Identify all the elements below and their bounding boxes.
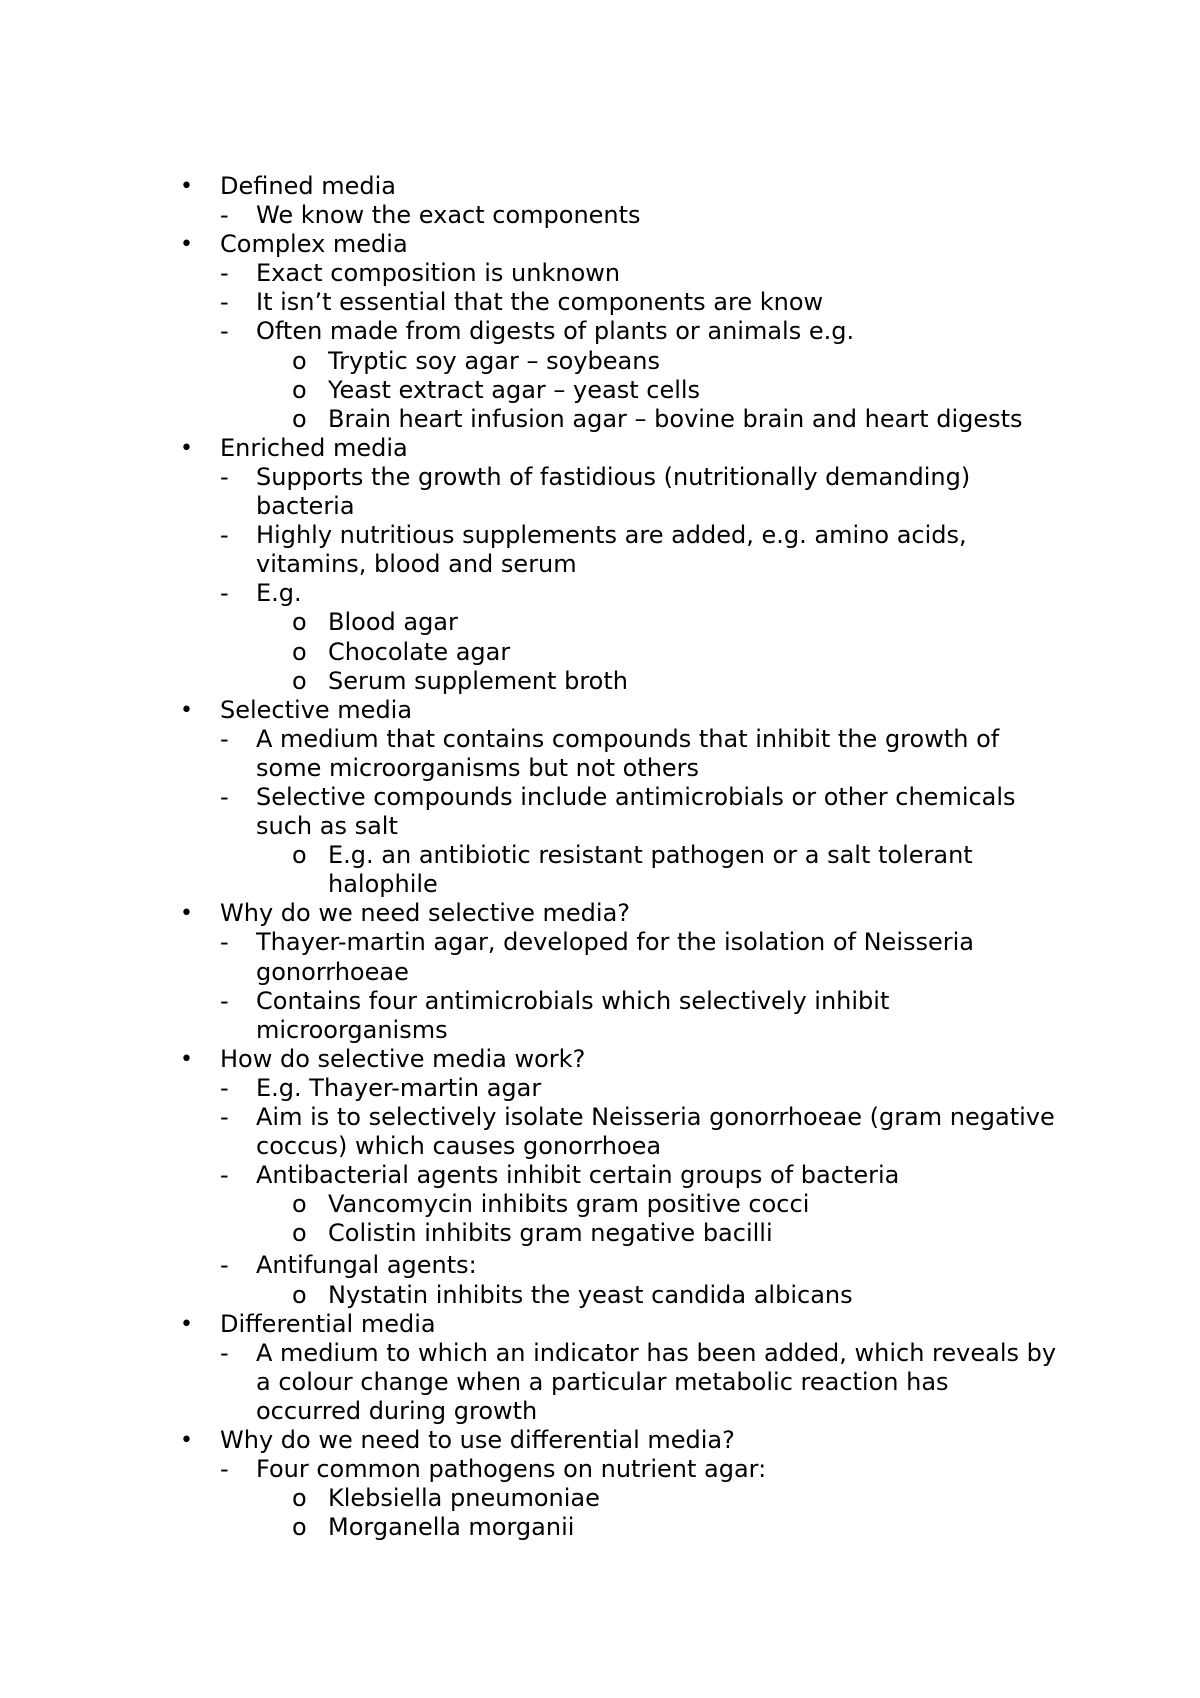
bullet-marker: • (180, 174, 193, 199)
circle-subitem (180, 667, 1060, 696)
bullet-marker: • (180, 232, 193, 258)
dash-subitem (180, 1103, 1060, 1161)
dash-subitem (180, 317, 1060, 346)
bullet-item (180, 1310, 1060, 1339)
dash-subitem (180, 987, 1060, 1045)
item-text: Morganella morganii (328, 1513, 575, 1542)
dash-subitem (180, 1251, 1060, 1280)
item-text: We know the exact components (256, 201, 641, 230)
item-text: Yeast extract agar – yeast cells (328, 375, 701, 404)
circle-marker: o (292, 1513, 307, 1542)
dash-subitem (180, 579, 1060, 608)
circle-subitem (180, 1484, 1060, 1513)
circle-subitem (180, 1513, 1060, 1542)
bullet-item (180, 1045, 1060, 1074)
dash-marker: - (220, 986, 229, 1015)
dash-marker: - (220, 1338, 229, 1367)
bullet-item (180, 696, 1060, 725)
dash-subitem (180, 928, 1060, 986)
item-text: Aim is to selectively isolate Neisseria gonorrhoeae (gram negative coccus) which causes gonorrhoea (256, 1103, 1055, 1161)
circle-marker: o (292, 1219, 307, 1248)
dash-marker: - (220, 579, 229, 608)
item-text: Klebsiella pneumoniae (328, 1484, 600, 1513)
item-text: Nystatin inhibits the yeast candida albicans (328, 1280, 853, 1309)
item-text: Colistin inhibits gram negative bacilli (328, 1219, 773, 1248)
circle-subitem (180, 376, 1060, 405)
item-text: Differential media (220, 1309, 436, 1338)
item-text: A medium that contains compounds that inhibit the growth of some microorganisms but not others (256, 724, 1000, 782)
item-text: Complex media (220, 230, 408, 259)
item-text: Tryptic soy agar – soybeans (328, 346, 660, 375)
dash-marker: - (220, 201, 229, 230)
item-text: Often made from digests of plants or animals e.g. (256, 317, 855, 346)
circle-marker: o (292, 608, 307, 637)
dash-subitem (180, 783, 1060, 841)
circle-subitem (180, 405, 1060, 434)
bullet-item (180, 1426, 1060, 1455)
dash-subitem (180, 1161, 1060, 1190)
dash-marker: - (220, 928, 229, 957)
circle-subitem (180, 347, 1060, 376)
circle-subitem (180, 1219, 1060, 1248)
bullet-marker: • (180, 901, 193, 927)
item-text: Why do we need to use differential media? (220, 1426, 735, 1455)
bullet-item (180, 230, 1060, 259)
dash-marker: - (220, 288, 229, 317)
notes-list (180, 172, 1060, 1542)
bullet-marker: • (180, 697, 193, 723)
dash-marker: - (220, 1161, 229, 1190)
item-text: It isn’t essential that the components are know (256, 288, 824, 317)
circle-subitem (180, 841, 1060, 899)
circle-subitem (180, 1190, 1060, 1219)
bullet-marker: • (180, 1428, 193, 1454)
bullet-item (180, 434, 1060, 463)
dash-marker: - (220, 724, 229, 753)
circle-subitem (180, 1281, 1060, 1310)
item-text: Why do we need selective media? (220, 899, 631, 928)
item-text: Vancomycin inhibits gram positive cocci (328, 1190, 810, 1219)
item-text: Blood agar (328, 608, 458, 637)
circle-marker: o (292, 375, 307, 404)
dash-marker: - (220, 317, 229, 346)
circle-marker: o (292, 346, 307, 375)
item-text: How do selective media work? (220, 1044, 586, 1073)
dash-subitem (180, 201, 1060, 230)
circle-marker: o (292, 1280, 307, 1309)
dash-marker: - (220, 521, 229, 550)
item-text: Contains four antimicrobials which selectively inhibit microorganisms (256, 986, 890, 1044)
item-text: Thayer-martin agar, developed for the isolation of Neisseria gonorrhoeae (256, 928, 975, 986)
item-text: E.g. Thayer-martin agar (256, 1073, 542, 1102)
dash-subitem (180, 725, 1060, 783)
circle-marker: o (292, 1484, 307, 1513)
item-text: E.g. an antibiotic resistant pathogen or a salt tolerant halophile (328, 841, 973, 899)
dash-subitem (180, 288, 1060, 317)
dash-marker: - (220, 782, 229, 811)
item-text: Enriched media (220, 433, 408, 462)
dash-marker: - (220, 259, 229, 288)
dash-subitem (180, 1455, 1060, 1484)
item-text: A medium to which an indicator has been added, which reveals by a colour change when a particular metabolic reaction has occurred during growth (256, 1338, 1057, 1425)
bullet-item (180, 172, 1060, 201)
dash-subitem (180, 259, 1060, 288)
bullet-marker: • (180, 1046, 193, 1072)
item-text: Antifungal agents: (256, 1251, 477, 1280)
dash-subitem (180, 1074, 1060, 1103)
bullet-marker: • (180, 1311, 193, 1337)
item-text: Selective compounds include antimicrobials or other chemicals such as salt (256, 782, 1016, 841)
circle-subitem (180, 638, 1060, 667)
item-text: Four common pathogens on nutrient agar: (256, 1455, 767, 1484)
circle-marker: o (292, 841, 307, 870)
item-text: Antibacterial agents inhibit certain groups of bacteria (256, 1161, 900, 1190)
dash-subitem (180, 521, 1060, 579)
item-text: Chocolate agar (328, 637, 511, 666)
circle-subitem (180, 608, 1060, 637)
item-text: Exact composition is unknown (256, 259, 621, 288)
dash-marker: - (220, 1073, 229, 1102)
item-text: Selective media (220, 695, 413, 724)
item-text: Serum supplement broth (328, 666, 628, 695)
dash-subitem (180, 1339, 1060, 1426)
circle-marker: o (292, 1190, 307, 1219)
circle-marker: o (292, 404, 307, 433)
item-text: Highly nutritious supplements are added, e.g. amino acids, vitamins, blood and serum (256, 521, 967, 579)
item-text: Defined media (220, 172, 396, 200)
item-text: Brain heart infusion agar – bovine brain and heart digests (328, 404, 1023, 433)
bullet-item (180, 899, 1060, 928)
circle-marker: o (292, 637, 307, 666)
dash-subitem (180, 463, 1060, 521)
dash-marker: - (220, 1251, 229, 1280)
bullet-marker: • (180, 435, 193, 461)
circle-marker: o (292, 666, 307, 695)
dash-marker: - (220, 1103, 229, 1131)
item-text: E.g. (256, 579, 302, 608)
dash-marker: - (220, 462, 229, 491)
item-text: Supports the growth of fastidious (nutritionally demanding) bacteria (256, 462, 971, 521)
dash-marker: - (220, 1455, 229, 1484)
